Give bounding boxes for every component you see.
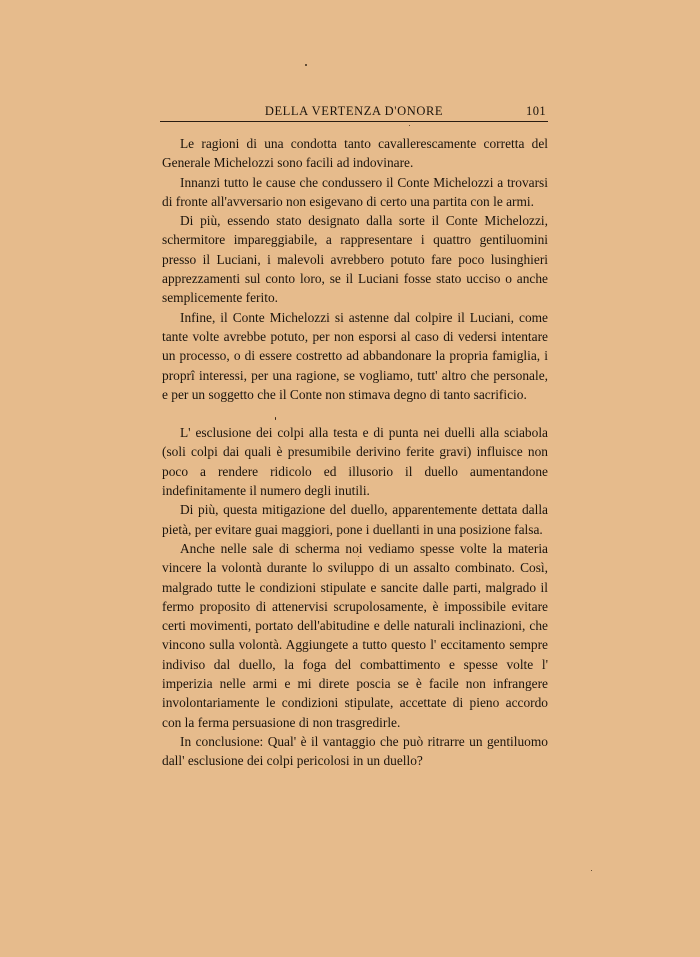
paragraph: Di più, questa mitigazione del duello, apparentemente dettata dalla pietà, per evitare guai maggiori, pone i duellanti in una posizione falsa. [162, 502, 548, 537]
paragraph: L' esclusione dei colpi alla testa e di punta nei duelli alla sciabola (soli colpi dai quali è presumibile derivino ferite gravi) influisce non poco a rendere ridicolo ed illusorio il duello aumentandone indefinitamente il numero degli inutili. [162, 425, 548, 499]
body-text [162, 134, 548, 771]
page-number: 101 [526, 104, 546, 118]
paragraph: Anche nelle sale di scherma noi vediamo spesse volte la materia vincere la volontà durante lo sviluppo di un assalto combinato. Così, malgrado tutte le condizioni stipulate e sancite dalle parti, malgrado il fermo proposito di attenervisi scrupolosamente, è impossibile evitare certi movimenti, portato dell'abitudine e delle naturali inclinazioni, che vincono sulla volontà. Aggiungete a tutto questo l' eccitamento sempre indiviso dal duello, la foga del combattimento e spesse volte l' imperizia nelle armi e mi direte poscia se è facile non infrangere involontariamente le condizioni stipulate, accettate di pieno accordo con la ferma persuasione di non trasgredirle. [162, 540, 548, 730]
paragraph: Innanzi tutto le cause che condussero il Conte Michelozzi a trovarsi di fronte all'avversario non esigevano di certo una partita con le armi. [162, 174, 548, 209]
paper-speck [591, 870, 592, 871]
paragraph: In conclusione: Qual' è il vantaggio che può ritrarre un gentiluomo dall' esclusione dei colpi pericolosi in un duello? [162, 733, 548, 769]
paper-speck [275, 417, 276, 420]
paper-speck [358, 556, 359, 557]
running-title: DELLA VERTENZA D'ONORE [264, 104, 444, 118]
paper-speck [305, 64, 307, 66]
header-rule [160, 121, 548, 122]
paper-speck [409, 125, 410, 126]
paragraph: Le ragioni di una condotta tanto cavallerescamente corretta del Generale Michelozzi sono facili ad indovinare. [162, 136, 548, 171]
paragraph: Di più, essendo stato designato dalla sorte il Conte Michelozzi, schermitore impareggiabile, a rappresentare i quattro gentiluomini presso il Luciani, i malevoli avrebbero potuto fare poco lusinghieri apprezzamenti sul conto loro, se il Luciani fosse stato ucciso o anche semplicemente ferito. [162, 213, 548, 306]
paragraph: Infine, il Conte Michelozzi si astenne dal colpire il Luciani, come tante volte avrebbe potuto, per non esporsi al caso di vedersi intentare un processo, o di essere costretto ad abbandonare la propria famiglia, i proprî interessi, per una ragione, se vogliamo, tutt' altro che personale, e per un soggetto che il Conte non stimava degno di tanto sacrificio. [162, 309, 548, 402]
running-header [160, 102, 548, 122]
